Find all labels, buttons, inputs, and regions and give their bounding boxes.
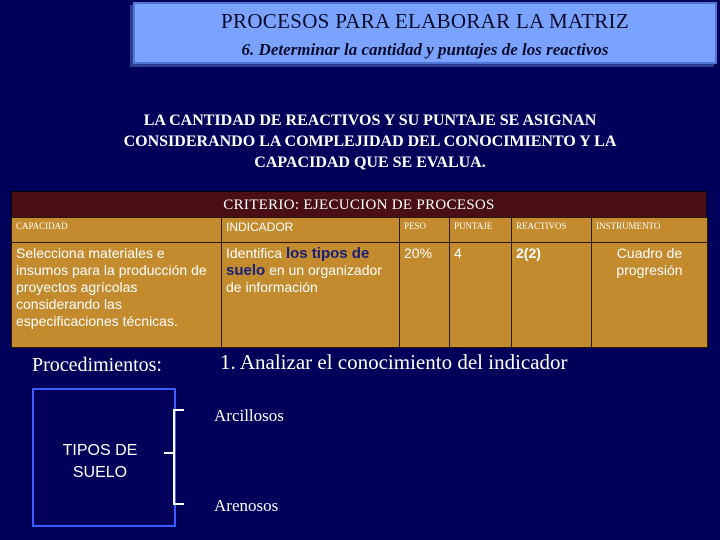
intro-line: LA CANTIDAD DE REACTIVOS Y SU PUNTAJE SE ASIGNAN (143, 112, 597, 129)
header-peso: PESO (400, 218, 450, 243)
criterio-label: CRITERIO: EJECUCION DE PROCESOS (223, 197, 495, 213)
cell-reactivos: 2(2) (512, 243, 592, 348)
header-puntaje: PUNTAJE (450, 218, 512, 243)
header-reactivos: REACTIVOS (512, 218, 592, 243)
table-row (12, 243, 708, 348)
branch-arenosos: Arenosos (214, 496, 279, 515)
cell-instrumento: Cuadro de progresión (592, 243, 708, 348)
header-capacidad: CAPACIDAD (12, 218, 222, 243)
intro-line: CAPACIDAD QUE SE EVALUA. (254, 154, 486, 171)
intro-text (60, 110, 680, 173)
criterio-bar (11, 191, 707, 219)
procedimiento-step: 1. Analizar el conocimiento del indicador (220, 350, 568, 374)
title-banner (133, 2, 717, 64)
page-subtitle: 6. Determinar la cantidad y puntajes de los reactivos (241, 40, 609, 59)
tipos-label: TIPOS DE SUELO (62, 442, 138, 481)
cell-indicador: Identifica los tipos de suelo en un organizador de información (222, 243, 400, 348)
indicador-highlight: los tipos de suelo (226, 245, 370, 279)
cell-peso: 20% (400, 243, 450, 348)
procedimientos-label: Procedimientos: (32, 354, 162, 376)
intro-line: CONSIDERANDO LA COMPLEJIDAD DEL CONOCIMIENTO Y LA (123, 133, 617, 150)
branch-arcillosos: Arcillosos (214, 406, 284, 425)
table-header-row (12, 218, 708, 243)
page-title: PROCESOS PARA ELABORAR LA MATRIZ (221, 9, 629, 33)
cell-capacidad: Selecciona materiales e insumos para la producción de proyectos agrícolas considerando las especificaciones técnicas. (12, 243, 222, 348)
cell-puntaje: 4 (450, 243, 512, 348)
bracket-icon (162, 408, 198, 508)
header-instrumento: INSTRUMENTO (592, 218, 708, 243)
header-indicador: INDICADOR (222, 218, 400, 243)
matrix-table (11, 217, 708, 348)
